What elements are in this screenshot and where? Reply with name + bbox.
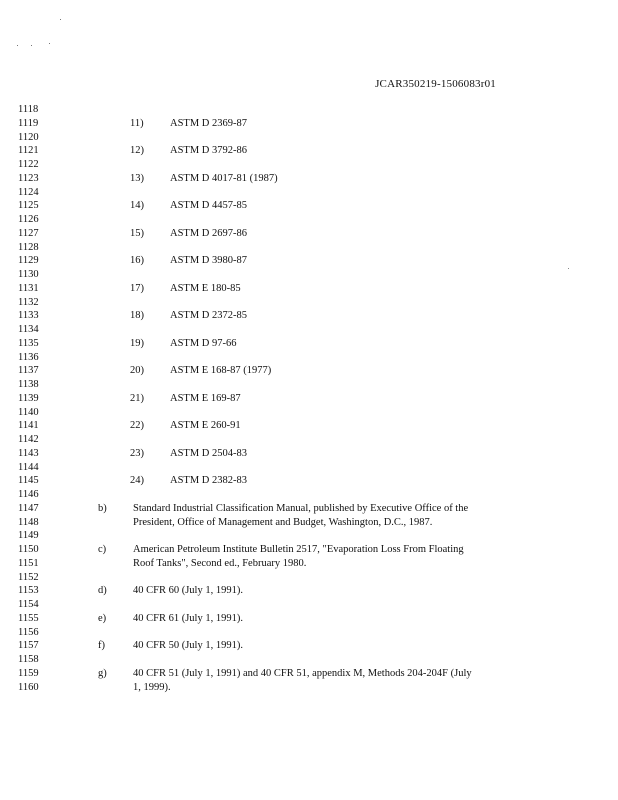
line-number: 1139 xyxy=(18,392,39,404)
document-line xyxy=(0,488,618,502)
document-line xyxy=(0,378,618,392)
document-line xyxy=(0,406,618,420)
document-line xyxy=(0,529,618,543)
line-number: 1151 xyxy=(18,557,39,569)
document-line xyxy=(0,158,618,172)
document-line xyxy=(0,268,618,282)
document-line xyxy=(0,461,618,475)
document-line xyxy=(0,447,618,461)
line-number: 1142 xyxy=(18,434,39,445)
list-item-text: President, Office of Management and Budget, Washington, D.C., 1987. xyxy=(133,516,433,528)
list-item-label: d) xyxy=(98,585,107,597)
document-line xyxy=(0,213,618,227)
line-number: 1146 xyxy=(18,489,39,500)
document-line xyxy=(0,227,618,241)
list-item-text: ASTM D 2697-86 xyxy=(170,227,248,239)
line-number: 1129 xyxy=(18,255,39,267)
line-number: 1149 xyxy=(18,530,39,542)
line-number: 1120 xyxy=(18,131,39,143)
list-item-label: 14) xyxy=(130,200,144,212)
line-number: 1118 xyxy=(18,104,39,115)
line-number: 1140 xyxy=(18,406,39,418)
list-item-text: ASTM D 97-66 xyxy=(170,337,237,349)
list-item-text: Standard Industrial Classification Manual, published by Executive Office of the xyxy=(133,502,469,514)
line-number: 1143 xyxy=(18,447,39,459)
document-line xyxy=(0,351,618,365)
list-item-label: f) xyxy=(98,640,105,652)
list-item-label: 21) xyxy=(130,392,144,404)
list-item-text: ASTM D 4457-85 xyxy=(170,200,248,212)
document-line xyxy=(0,557,618,571)
list-item-label: 16) xyxy=(130,255,144,267)
list-item-text: 1, 1999). xyxy=(133,681,171,693)
line-number: 1141 xyxy=(18,420,39,432)
document-line xyxy=(0,364,618,378)
list-item-label: g) xyxy=(98,667,107,679)
line-number: 1160 xyxy=(18,681,39,693)
line-number: 1153 xyxy=(18,585,39,597)
list-item-text: ASTM D 2504-83 xyxy=(170,447,248,459)
list-item-label: c) xyxy=(98,544,107,555)
line-number: 1119 xyxy=(18,117,39,129)
line-number: 1158 xyxy=(18,654,39,665)
list-item-label: 13) xyxy=(130,172,144,184)
document-line xyxy=(0,282,618,296)
document-line xyxy=(0,502,618,516)
list-item-text: 40 CFR 61 (July 1, 1991). xyxy=(133,612,243,624)
document-line xyxy=(0,117,618,131)
line-number: 1125 xyxy=(18,200,39,212)
line-number: 1126 xyxy=(18,214,39,225)
line-number: 1134 xyxy=(18,324,39,335)
list-item-label: 19) xyxy=(130,337,144,349)
document-line xyxy=(0,392,618,406)
document-line xyxy=(0,639,618,653)
line-number: 1156 xyxy=(18,626,39,638)
list-item-text: ASTM D 3792-86 xyxy=(170,145,248,157)
line-number: 1138 xyxy=(18,379,39,390)
line-number: 1121 xyxy=(18,145,39,157)
document-line xyxy=(0,186,618,200)
document-line xyxy=(0,241,618,255)
document-line xyxy=(0,254,618,268)
document-line xyxy=(0,144,618,158)
list-item-text: 40 CFR 51 (July 1, 1991) and 40 CFR 51, appendix M, Methods 204-204F (July xyxy=(133,667,472,679)
list-item-label: 12) xyxy=(130,145,144,157)
document-line xyxy=(0,516,618,530)
document-line xyxy=(0,474,618,488)
line-number: 1122 xyxy=(18,159,39,170)
line-number: 1157 xyxy=(18,640,39,652)
document-line xyxy=(0,103,618,117)
document-line xyxy=(0,337,618,351)
list-item-text: ASTM D 2372-85 xyxy=(170,310,248,322)
list-item-label: e) xyxy=(98,612,107,624)
list-item-label: 24) xyxy=(130,475,144,487)
document-line xyxy=(0,543,618,557)
list-item-label: 22) xyxy=(130,420,144,432)
line-number: 1128 xyxy=(18,241,39,253)
line-number: 1133 xyxy=(18,310,39,322)
document-line xyxy=(0,131,618,145)
line-number: 1127 xyxy=(18,227,39,239)
list-item-text: ASTM E 168-87 (1977) xyxy=(170,365,272,377)
list-item-text: 40 CFR 60 (July 1, 1991). xyxy=(133,585,243,597)
line-number: 1135 xyxy=(18,337,39,349)
document-line xyxy=(0,309,618,323)
line-number: 1150 xyxy=(18,544,39,555)
line-number: 1155 xyxy=(18,612,39,624)
line-number: 1123 xyxy=(18,172,39,184)
document-line xyxy=(0,681,618,695)
line-number: 1154 xyxy=(18,599,39,610)
list-item-text: ASTM E 180-85 xyxy=(170,282,241,294)
document-line xyxy=(0,571,618,585)
list-item-label: 17) xyxy=(130,282,144,294)
line-number: 1148 xyxy=(18,516,39,528)
list-item-label: 11) xyxy=(130,117,144,129)
document-line xyxy=(0,296,618,310)
line-number: 1144 xyxy=(18,461,39,473)
list-item-label: 23) xyxy=(130,447,144,459)
list-item-text: American Petroleum Institute Bulletin 2517, "Evaporation Loss From Floating xyxy=(133,544,464,555)
line-number: 1136 xyxy=(18,351,39,363)
document-line xyxy=(0,199,618,213)
document-line xyxy=(0,419,618,433)
list-item-label: 20) xyxy=(130,365,144,377)
document-line xyxy=(0,584,618,598)
line-number: 1147 xyxy=(18,502,39,514)
line-number: 1145 xyxy=(18,475,39,487)
line-number: 1137 xyxy=(18,365,39,377)
line-number: 1159 xyxy=(18,667,39,679)
list-item-label: 15) xyxy=(130,227,144,239)
document-line xyxy=(0,323,618,337)
list-item-text: ASTM E 260-91 xyxy=(170,420,241,432)
line-number: 1124 xyxy=(18,186,39,198)
list-item-text: 40 CFR 50 (July 1, 1991). xyxy=(133,640,243,652)
document-line xyxy=(0,598,618,612)
line-number: 1132 xyxy=(18,296,39,308)
document-line xyxy=(0,172,618,186)
document-line xyxy=(0,667,618,681)
list-item-text: ASTM E 169-87 xyxy=(170,392,241,404)
list-item-text: ASTM D 2382-83 xyxy=(170,475,248,487)
list-item-text: ASTM D 2369-87 xyxy=(170,117,248,129)
line-number: 1130 xyxy=(18,269,39,280)
line-number: 1152 xyxy=(18,571,39,583)
document-id-header: JCAR350219-1506083r01 xyxy=(375,78,496,90)
list-item-label: b) xyxy=(98,502,107,514)
document-line xyxy=(0,626,618,640)
list-item-label: 18) xyxy=(130,310,144,322)
list-item-text: ASTM D 3980-87 xyxy=(170,255,248,267)
line-number: 1131 xyxy=(18,282,39,294)
document-line xyxy=(0,653,618,667)
list-item-text: ASTM D 4017-81 (1987) xyxy=(170,172,278,184)
document-line xyxy=(0,433,618,447)
list-item-text: Roof Tanks", Second ed., February 1980. xyxy=(133,557,307,569)
document-line xyxy=(0,612,618,626)
